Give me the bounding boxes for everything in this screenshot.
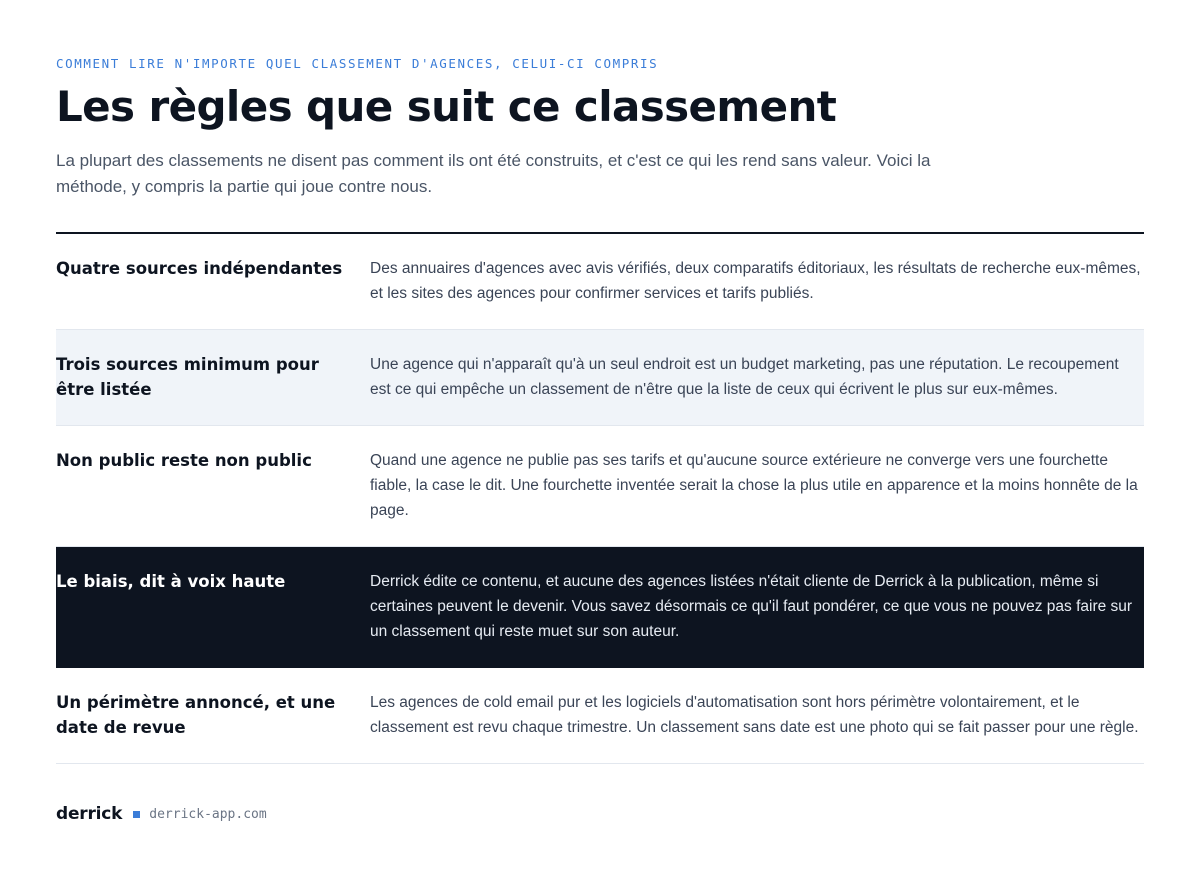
eyebrow-label: COMMENT LIRE N'IMPORTE QUEL CLASSEMENT D'AGENCES, CELUI-CI COMPRIS: [56, 56, 659, 71]
rule-title: Trois sources minimum pour être listée: [56, 355, 319, 399]
rule-row-minimum: [56, 330, 1144, 426]
rule-title: Quatre sources indépendantes: [56, 259, 343, 278]
rules-list: [56, 232, 1144, 764]
rule-description: Derrick édite ce contenu, et aucune des agences listées n'était cliente de Derrick à la publication, même si certaines peuvent le devenir. Vous savez désormais ce qu'il faut pondérer, ce que vous ne pouvez pas faire sur un classement qui reste muet sur son auteur.: [370, 573, 1133, 640]
rule-description: Les agences de cold email pur et les logiciels d'automatisation sont hors périmètre volontairement, et le classement est revu chaque trimestre. Un classement sans date est une photo qui se fait passer pour une règle.: [370, 694, 1139, 736]
intro-paragraph: La plupart des classements ne disent pas comment ils ont été construits, et c'est ce qui les rend sans valeur. Voici la méthode, y compris la partie qui joue contre nous.: [56, 151, 931, 196]
footer: [56, 804, 267, 824]
rule-row-sources: [56, 234, 1144, 330]
rule-description: Des annuaires d'agences avec avis vérifiés, deux comparatifs éditoriaux, les résultats de recherche eux-mêmes, et les sites des agences pour confirmer services et tarifs publiés.: [370, 260, 1141, 302]
rule-row-non-public: [56, 426, 1144, 547]
separator-dot-icon: [133, 811, 140, 818]
rule-title: Un périmètre annoncé, et une date de revue: [56, 693, 336, 737]
rule-title: Le biais, dit à voix haute: [56, 572, 286, 591]
rule-row-scope: [56, 668, 1144, 764]
rule-title: Non public reste non public: [56, 451, 312, 470]
rule-description: Une agence qui n'apparaît qu'à un seul endroit est un budget marketing, pas une réputation. Le recoupement est ce qui empêche un classement de n'être que la liste de ceux qui écrivent le plus sur eux-mêmes.: [370, 356, 1119, 398]
brand-logo: derrick: [56, 804, 123, 824]
rule-row-bias: [56, 547, 1144, 668]
footer-domain: derrick-app.com: [149, 806, 267, 822]
page-title: Les règles que suit ce classement: [56, 82, 837, 131]
rule-description: Quand une agence ne publie pas ses tarifs et qu'aucune source extérieure ne converge vers une fourchette fiable, la case le dit. Une fourchette inventée serait la chose la plus utile en apparence et la moins honnête de la page.: [370, 452, 1138, 519]
